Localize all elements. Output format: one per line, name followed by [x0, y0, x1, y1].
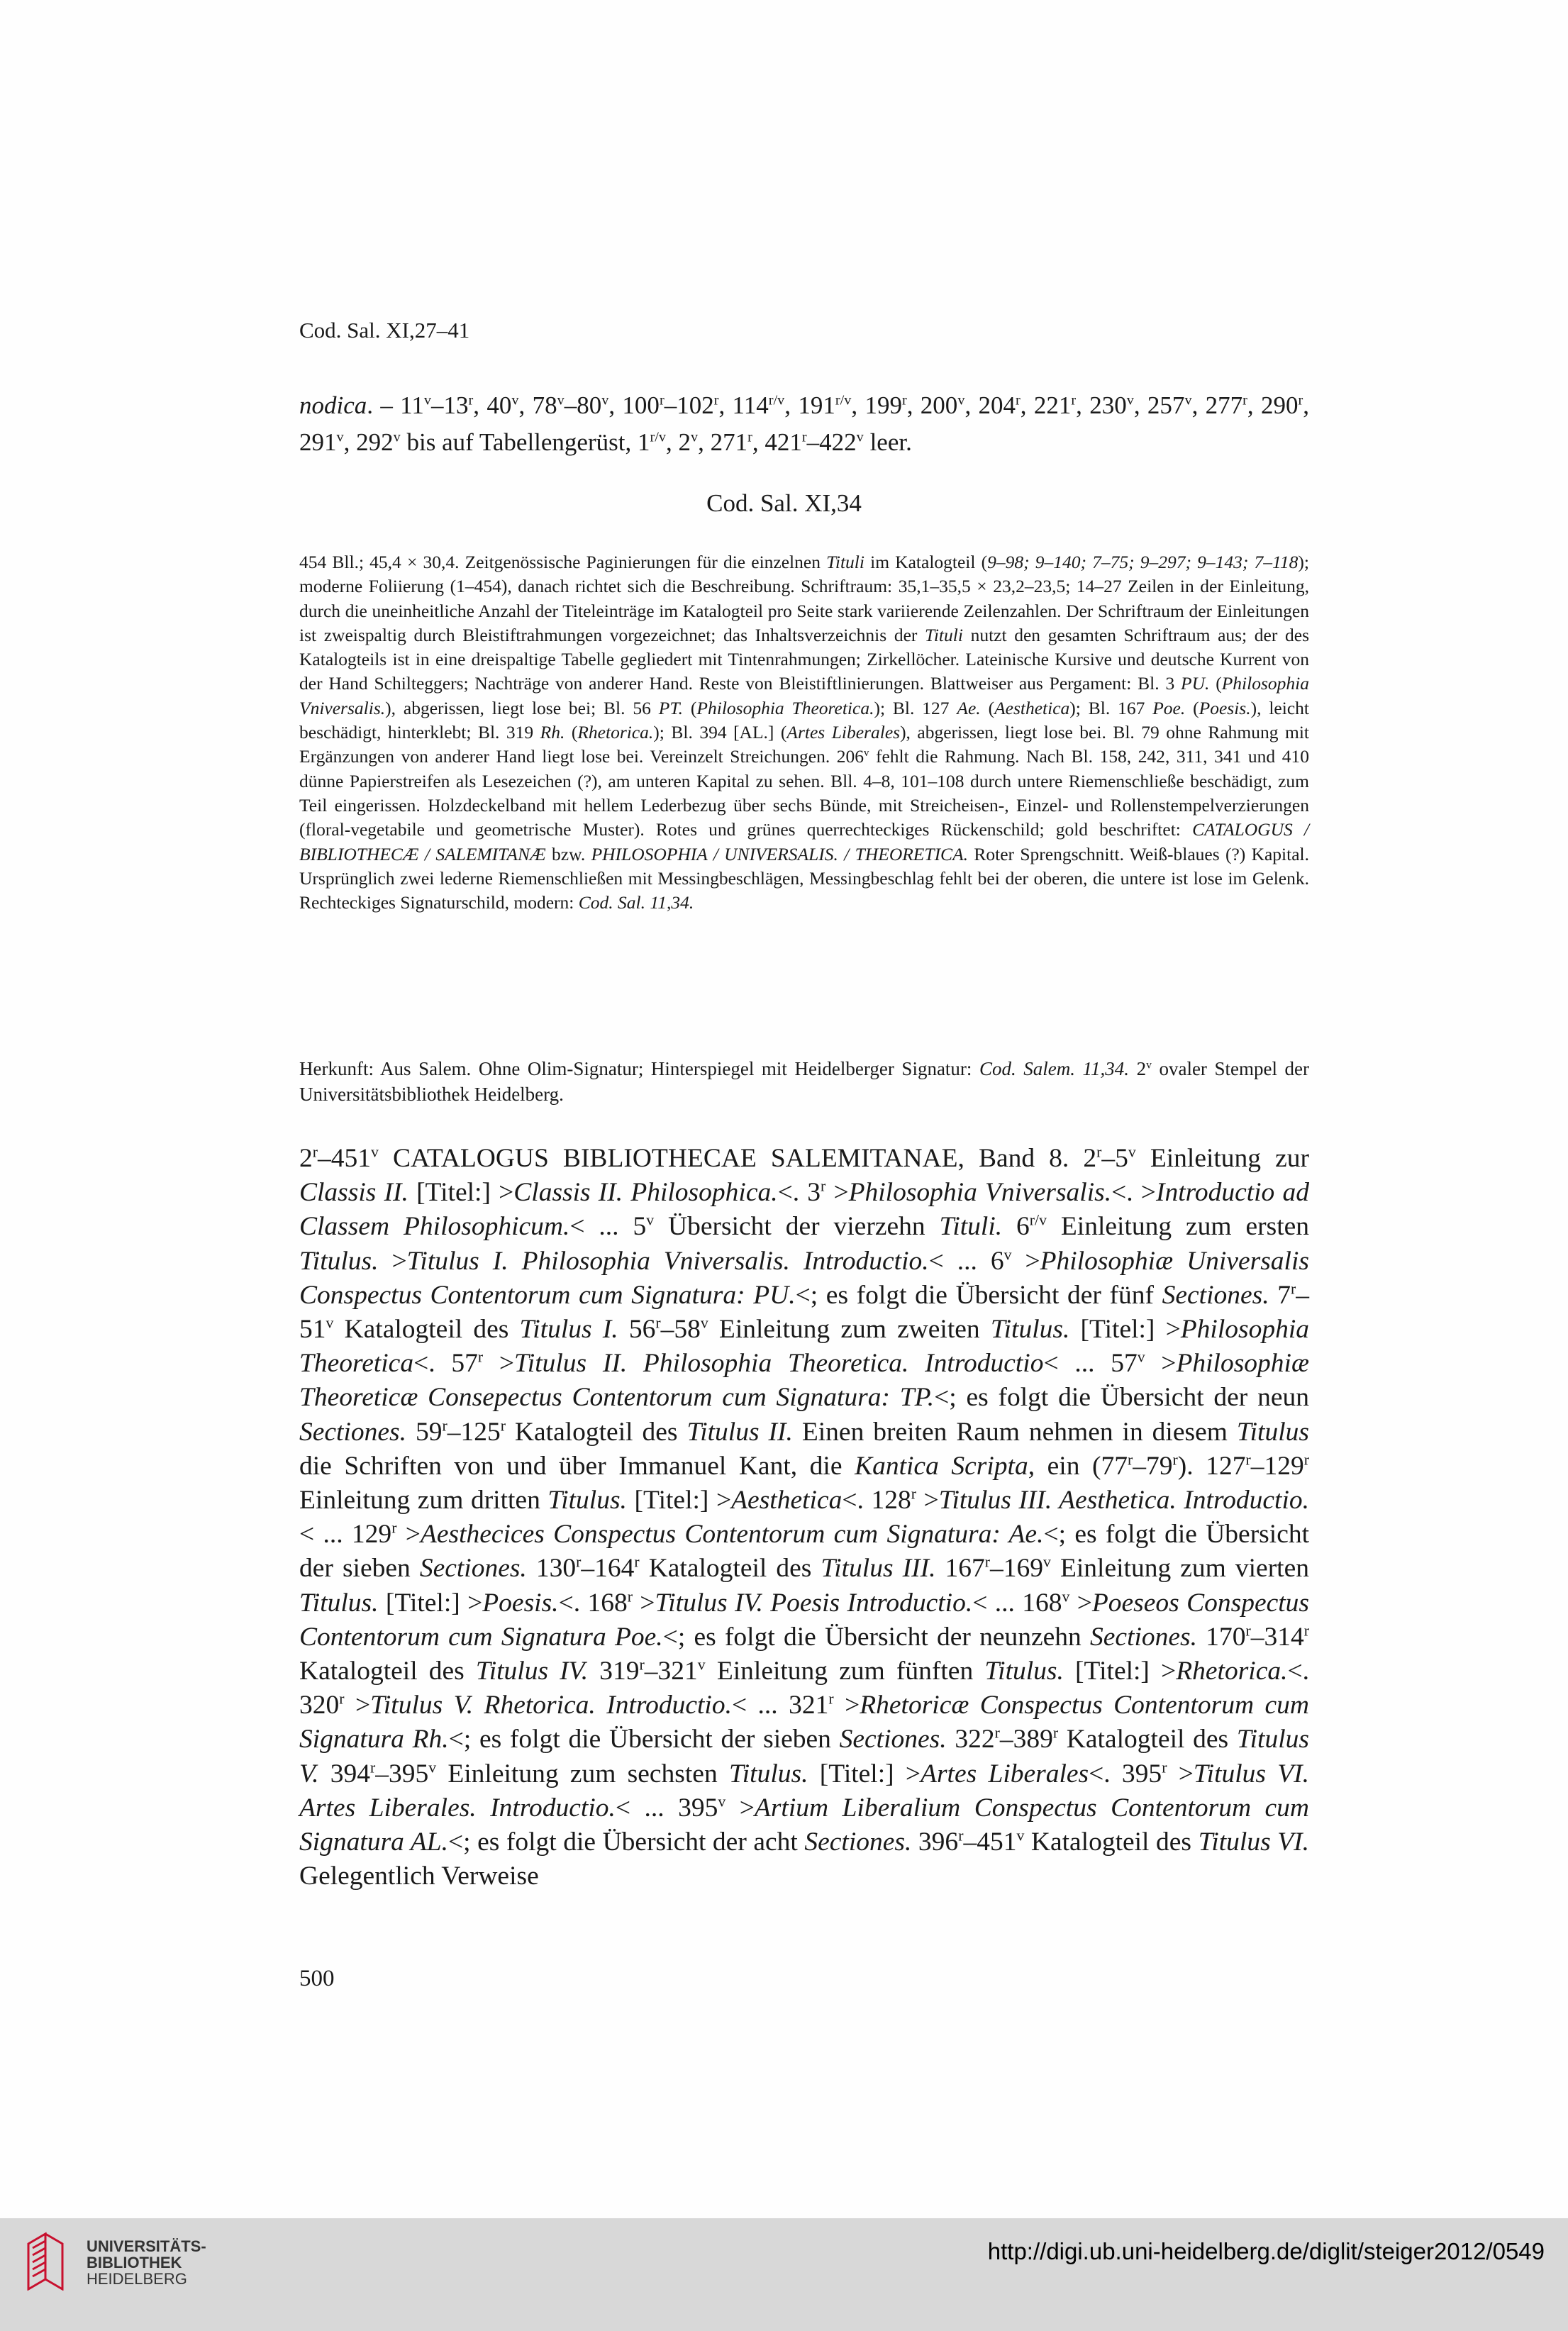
running-header: Cod. Sal. XI,27–41: [299, 318, 470, 343]
library-name: [87, 2238, 206, 2287]
footer-bar: [0, 2218, 1568, 2331]
library-name-line3: HEIDELBERG: [87, 2270, 187, 2288]
page-number: 500: [299, 1966, 335, 1991]
source-url[interactable]: http://digi.ub.uni-heidelberg.de/diglit/steiger2012/0549: [987, 2238, 1545, 2264]
previous-entry-tail: nodica. – 11$^v$–13$^r$, 40$^v$, 78$^v$–80$^v$, 100$^r$–102$^r$, $114^{r/v}$, $191^{r/v}$, 199$^r$, 200$^v$, 204$^r$, 221$^r$, 230$^v$, 257$^v$, 277$^r$, 290$^r$, 291$^v$, 292$^v$ bis auf Tabellengerüst, $1^{r/v}$, 2$^v$, 271$^r$, 421$^r$–422$^v$ leer.: [299, 391, 1310, 456]
contents-description: 2$^r$–451$^v$ CATALOGUS BIBLIOTHECAE SALEMITANAE, Band 8. 2$^r$–5$^v$ Einleitung zur Classis II. [Titel:] >Classis II. Philosophica.<. $3^r$ >Philosophia Vniversalis.<. >Introductio ad Classem Philosophicum.< ... 5$^v$ Übersicht der vierzehn Tituli. $6^{r/v}$ Einleitung zum ersten Titulus. >Titulus I. Philosophia Vniversalis. Introductio.< ... $6^v$ >Philosophiæ Universalis Conspectus Contentorum cum Signatura: PU.<; es folgt die Übersicht der fünf Sectiones. 7$^r$–51$^v$ Katalogteil des Titulus I. 56$^r$–58$^v$ Einleitung zum zweiten Titulus. [Titel:] >Philosophia Theoretica<. $57^r$ >Titulus II. Philosophia Theoretica. Introductio< ... $57^v$ >Philosophiæ Theoreticæ Consepectus Contentorum cum Signatura: TP.<; es folgt die Übersicht der neun Sectiones. 59$^r$–125$^r$ Katalogteil des Titulus II. Einen breiten Raum nehmen in diesem Titulus die Schriften von und über Immanuel Kant, die Kantica Scripta, ein (77$^r$–79$^r$). 127$^r$–129$^r$ Einleitung zum dritten Titulus. [Titel:] >Aesthetica<. $128^r$ >Titulus III. Aesthetica. Introductio.< ... $129^r$ >Aesthecices Conspectus Contentorum cum Signatura: Ae.<; es folgt die Übersicht der sieben Sectiones. 130$^r$–164$^r$ Katalogteil des Titulus III. 167$^r$–169$^v$ Einleitung zum vierten Titulus. [Titel:] >Poesis.<. $168^r$ >Titulus IV. Poesis Introductio.< ... $168^v$ >Poeseos Conspectus Contentorum cum Signatura Poe.<; es folgt die Übersicht der neunzehn Sectiones. 170$^r$–314$^r$ Katalogteil des Titulus IV. 319$^r$–321$^v$ Einleitung zum fünften Titulus. [Titel:] >Rhetorica.<. $320^r$ >Titulus V. Rhetorica. Introductio.< ... $321^r$ >Rhetoricæ Conspectus Contentorum cum Signatura Rh.<; es folgt die Übersicht der sieben Sectiones. 322$^r$–389$^r$ Katalogteil des Titulus V. 394$^r$–395$^v$ Einleitung zum sechsten Titulus. [Titel:] >Artes Liberales<. $395^r$ >Titulus VI. Artes Liberales. Introductio.< ... $395^v$ >Artium Liberalium Conspectus Contentorum cum Signatura AL.<; es folgt die Übersicht der acht Sectiones. 396$^r$–451$^v$ Katalogteil des Titulus VI. Gelegentlich Verweise: [299, 1143, 1310, 1891]
book-logo-icon: [24, 2230, 67, 2291]
provenance: Herkunft: Aus Salem. Ohne Olim-Signatur; Hinterspiegel mit Heidelberger Signatur: Cod. Salem. 11,34. 2$^v$ ovaler Stempel der Universitätsbibliothek Heidelberg.: [299, 1058, 1309, 1105]
codex-description: 454 Bll.; 45,4 × 30,4. Zeitgenössische Paginierungen für die einzelnen Tituli im Katalogteil (9–98; 9–140; 7–75; 9–297; 9–143; 7–118); moderne Foliierung (1–454), danach richtet sich die Beschreibung. Schriftraum: 35,1–35,5 × 23,2–23,5; 14–27 Zeilen in der Einleitung, durch die uneinheitliche Anzahl der Titeleinträge im Katalogteil pro Seite stark variierende Zeilenzahlen. Der Schriftraum der Einleitungen ist zweispaltig durch Bleistiftrahmungen vorgezeichnet; das Inhaltsverzeichnis der Tituli nutzt den gesamten Schriftraum aus; der des Katalogteils ist in eine dreispaltige Tabelle gegliedert mit Tintenrahmungen; Zirkellöcher. Lateinische Kursive und deutsche Kurrent von der Hand Schilteggers; Nachträge von anderer Hand. Reste von Bleistiftlinierungen. Blattweiser aus Pergament: Bl. 3 PU. (Philosophia Vniversalis.), abgerissen, liegt lose bei; Bl. 56 PT. (Philosophia Theoretica.); Bl. 127 Ae. (Aesthetica); Bl. 167 Poe. (Poesis.), leicht beschädigt, hinterklebt; Bl. 319 Rh. (Rhetorica.); Bl. 394 [AL.] (Artes Liberales), abgerissen, liegt lose bei. Bl. 79 ohne Rahmung mit Ergänzungen von anderer Hand liegt lose bei. Vereinzelt Streichungen. 206$^v$ fehlt die Rahmung. Nach Bl. 158, 242, 311, 341 und 410 dünne Papierstreifen als Lesezeichen (?), am unteren Kapital zu sehen. Bll. 4–8, 101–108 durch untere Riemenschließe beschädigt, zum Teil eingerissen. Holzdeckelband mit hellem Lederbezug über sechs Bünde, mit Streicheisen-, Einzel- und Rollenstempelverzierungen (floral-vegetabile und geometrische Muster). Rotes und grünes querrechteckiges Rückenschild; gold beschriftet: CATALOGUS / BIBLIOTHECÆ / SALEMITANÆ bzw. PHILOSOPHIA / UNIVERSALIS. / THEORETICA. Roter Sprengschnitt. Weiß-blaues (?) Kapital. Ursprünglich zwei lederne Riemenschließen mit Messingbeschlägen, Messingbeschlag fehlt bei der oberen, die untere ist lose im Gelenk. Rechteckiges Signaturschild, modern: Cod. Sal. 11,34.: [299, 552, 1310, 913]
section-title: Cod. Sal. XI,34: [706, 489, 862, 517]
library-name-line2: BIBLIOTHEK: [87, 2254, 182, 2271]
library-name-line1: UNIVERSITÄTS-: [87, 2237, 206, 2255]
